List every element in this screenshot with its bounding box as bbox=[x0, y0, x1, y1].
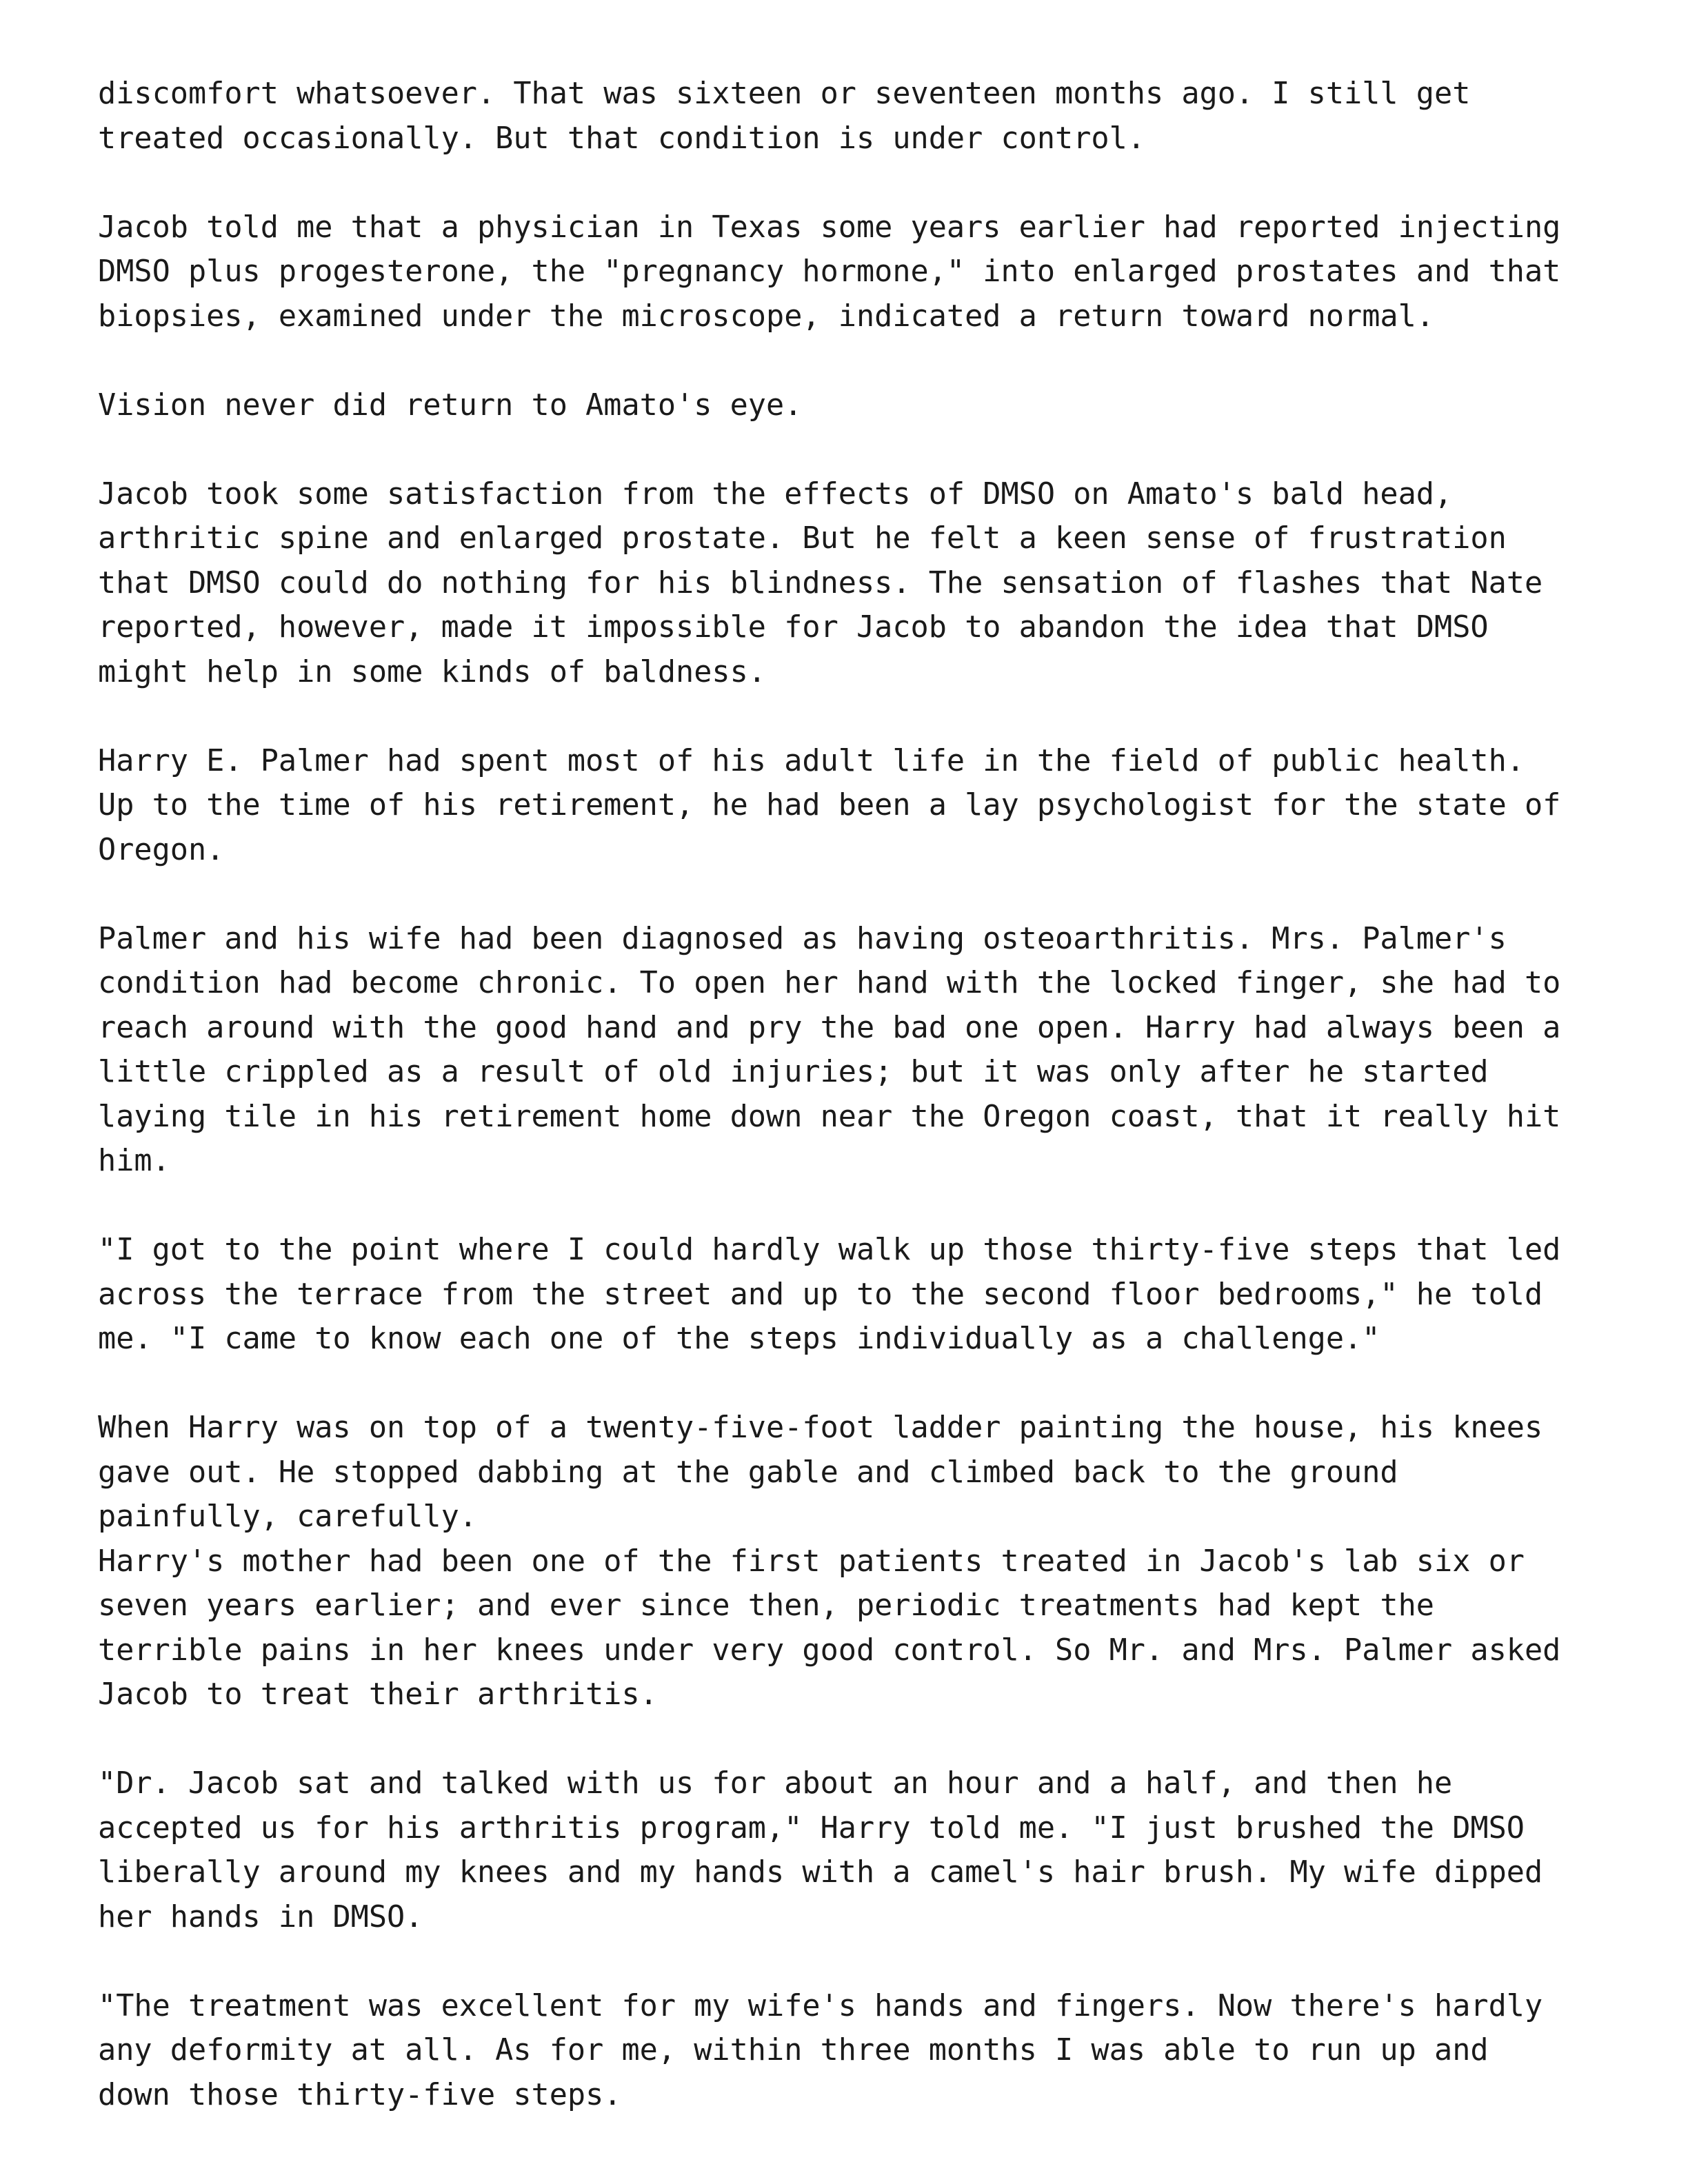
paragraph-9 bbox=[98, 1539, 1629, 1717]
text-line: liberally around my knees and my hands with a camel's hair brush. My wife dipped bbox=[98, 1855, 1543, 1890]
text-line: Vision never did return to Amato's eye. bbox=[98, 387, 803, 423]
text-line: that DMSO could do nothing for his blindness. The sensation of flashes that Nate bbox=[98, 565, 1543, 600]
text-line: accepted us for his arthritis program," Harry told me. "I just brushed the DMSO bbox=[98, 1810, 1525, 1846]
paragraph-8 bbox=[98, 1406, 1629, 1539]
text-line: Harry's mother had been one of the first patients treated in Jacob's lab six or bbox=[98, 1544, 1525, 1579]
text-line: seven years earlier; and ever since then, periodic treatments had kept the bbox=[98, 1588, 1435, 1623]
text-line: reach around with the good hand and pry the bad one open. Harry had always been a bbox=[98, 1010, 1561, 1045]
text-line: DMSO plus progesterone, the "pregnancy hormone," into enlarged prostates and that bbox=[98, 254, 1561, 289]
text-line: arthritic spine and enlarged prostate. But he felt a keen sense of frustration bbox=[98, 521, 1507, 556]
text-line: gave out. He stopped dabbing at the gable and climbed back to the ground bbox=[98, 1455, 1398, 1490]
text-line: me. "I came to know each one of the steps individually as a challenge." bbox=[98, 1322, 1380, 1356]
text-line: any deformity at all. As for me, within three months I was able to run up and bbox=[98, 2033, 1489, 2067]
text-line: her hands in DMSO. bbox=[98, 1899, 423, 1934]
text-line: When Harry was on top of a twenty-five-foot ladder painting the house, his knees bbox=[98, 1410, 1543, 1445]
paragraph-2 bbox=[98, 205, 1629, 339]
paragraph-3 bbox=[98, 383, 1629, 428]
text-line: Jacob took some satisfaction from the effects of DMSO on Amato's bald head, bbox=[98, 476, 1453, 512]
text-line: condition had become chronic. To open her hand with the locked finger, she had to bbox=[98, 966, 1561, 1000]
text-line: "Dr. Jacob sat and talked with us for about an hour and a half, and then he bbox=[98, 1766, 1453, 1801]
paragraph-5 bbox=[98, 739, 1629, 873]
paragraph-7 bbox=[98, 1228, 1629, 1362]
text-line: little crippled as a result of old injuries; but it was only after he started bbox=[98, 1055, 1489, 1089]
text-line: Oregon. bbox=[98, 832, 225, 867]
text-line: laying tile in his retirement home down near the Oregon coast, that it really hit bbox=[98, 1099, 1561, 1134]
text-line: Palmer and his wife had been diagnosed as having osteoarthritis. Mrs. Palmer's bbox=[98, 921, 1507, 956]
text-line: might help in some kinds of baldness. bbox=[98, 654, 767, 689]
paragraph-4 bbox=[98, 472, 1629, 695]
text-line: reported, however, made it impossible for Jacob to abandon the idea that DMSO bbox=[98, 610, 1489, 645]
text-line: Up to the time of his retirement, he had been a lay psychologist for the state of bbox=[98, 788, 1561, 822]
text-line: biopsies, examined under the microscope, indicated a return toward normal. bbox=[98, 299, 1435, 334]
paragraph-10 bbox=[98, 1761, 1629, 1939]
text-line: terrible pains in her knees under very good control. So Mr. and Mrs. Palmer asked bbox=[98, 1632, 1561, 1668]
text-line: him. bbox=[98, 1144, 170, 1178]
document-page bbox=[98, 72, 1629, 2162]
text-line: Jacob told me that a physician in Texas some years earlier had reported injecting bbox=[98, 210, 1561, 245]
text-line: Jacob to treat their arthritis. bbox=[98, 1677, 658, 1712]
paragraph-11 bbox=[98, 1984, 1629, 2118]
text-line: treated occasionally. But that condition is under control. bbox=[98, 121, 1145, 156]
text-line: discomfort whatsoever. That was sixteen or seventeen months ago. I still get bbox=[98, 77, 1471, 111]
text-line: painfully, carefully. bbox=[98, 1499, 477, 1534]
paragraph-6 bbox=[98, 917, 1629, 1184]
text-line: Harry E. Palmer had spent most of his adult life in the field of public health. bbox=[98, 743, 1525, 778]
text-line: down those thirty-five steps. bbox=[98, 2077, 622, 2112]
text-line: "I got to the point where I could hardly walk up those thirty-five steps that led bbox=[98, 1233, 1561, 1267]
text-line: "The treatment was excellent for my wife's hands and fingers. Now there's hardly bbox=[98, 1988, 1543, 2023]
text-line: across the terrace from the street and up to the second floor bedrooms," he told bbox=[98, 1277, 1543, 1312]
paragraph-1 bbox=[98, 72, 1629, 161]
